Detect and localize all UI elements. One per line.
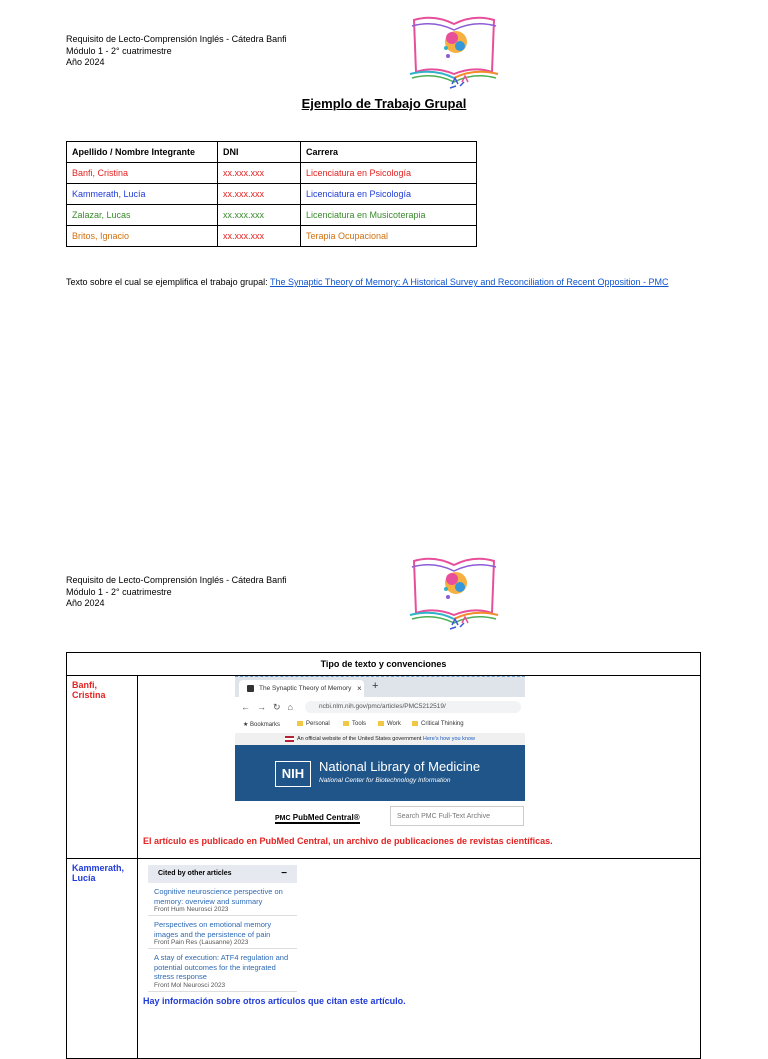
official-link: Here's how you know [422, 736, 475, 742]
member-dni: xx.xxx.xxx [218, 226, 301, 247]
intro-text: Texto sobre el cual se ejemplifica el trabajo grupal: [66, 277, 270, 287]
table-row [67, 226, 477, 247]
page-header [66, 575, 287, 610]
list-item [148, 949, 297, 992]
cite-source: Front Hum Neurosci 2023 [154, 906, 229, 913]
article-link[interactable]: The Synaptic Theory of Memory: A Historical Survey and Reconciliation of Recent Opposition - PMC [269, 277, 669, 287]
bookmark-folder: Work [378, 721, 401, 727]
cite-title: A stay of execution: ATF4 regulation and potential outcomes for the integrated stress response [154, 953, 289, 981]
header-line-3: Año 2024 [66, 57, 105, 67]
plus-icon: + [372, 680, 379, 692]
tab-title: The Synaptic Theory of Memory [259, 685, 352, 692]
cite-title: Perspectives on emotional memory images and the persistence of pain [154, 920, 272, 939]
member-career: Licenciatura en Musicoterapia [301, 205, 477, 226]
intro-paragraph [66, 276, 676, 288]
conventions-table [66, 652, 701, 1059]
bookmarks-bar [235, 717, 525, 733]
close-icon: × [357, 684, 362, 693]
pmc-logo: PMC PubMed Central® [275, 813, 360, 822]
us-flag-icon [285, 736, 294, 742]
favicon-icon [247, 685, 254, 692]
tab-bar [235, 676, 525, 697]
list-item [148, 916, 297, 949]
cited-panel [148, 865, 297, 992]
folder-icon [343, 721, 349, 726]
header-line-1: Requisito de Lecto-Comprensión Inglés - Cátedra Banfi [66, 34, 287, 44]
members-table [66, 141, 477, 247]
member-dni: xx.xxx.xxx [218, 184, 301, 205]
table-row [67, 184, 477, 205]
table-row [67, 859, 701, 1059]
bookmark-folder: Critical Thinking [412, 721, 464, 727]
member-name: Britos, Ignacio [67, 226, 218, 247]
folder-icon [412, 721, 418, 726]
bookmark-folder: Tools [343, 721, 366, 727]
bookmark-folder: Personal [297, 721, 330, 727]
address-bar [235, 697, 525, 717]
member-name: Kammerath, Lucía [67, 859, 138, 1059]
minus-icon: − [281, 868, 287, 879]
header-line-1: Requisito de Lecto-Comprensión Inglés - Cátedra Banfi [66, 575, 287, 585]
browser-screenshot [235, 676, 525, 831]
nlm-title: National Library of Medicine [319, 759, 481, 774]
conventions-header: Tipo de texto y convenciones [67, 653, 701, 676]
table-row [67, 163, 477, 184]
cite-source: Front Pain Res (Lausanne) 2023 [154, 939, 249, 946]
cited-heading: Cited by other articles − [148, 865, 297, 883]
column-header-dni: DNI [218, 142, 301, 163]
header-line-3: Año 2024 [66, 598, 105, 608]
member-dni: xx.xxx.xxx [218, 163, 301, 184]
folder-icon [297, 721, 303, 726]
nih-logo: NIH [275, 761, 311, 787]
bookmark-star-item: ★ Bookmarks [243, 722, 281, 728]
members-header-row [67, 142, 477, 163]
nav-icons: ←→↻⌂ [241, 702, 300, 712]
cite-title: Cognitive neuroscience perspective on memory: overview and summary [154, 887, 283, 906]
member-career: Terapia Ocupacional [301, 226, 477, 247]
nlm-banner [235, 745, 525, 801]
column-header-career: Carrera [301, 142, 477, 163]
content-cell [138, 676, 701, 859]
pmc-row [235, 801, 525, 831]
url-text: ncbi.nlm.nih.gov/pmc/articles/PMC5212519/ [319, 703, 446, 710]
member-name: Kammerath, Lucía [67, 184, 218, 205]
page-header [66, 34, 287, 69]
note-text: El artículo es publicado en PubMed Central, un archivo de publicaciones de revistas científicas. [143, 836, 553, 846]
column-header-name: Apellido / Nombre Integrante [67, 142, 218, 163]
url-box [305, 701, 521, 713]
member-career: Licenciatura en Psicología [301, 184, 477, 205]
pmc-search-box: Search PMC Full-Text Archive [390, 806, 524, 826]
book-logo-icon [404, 12, 504, 92]
table-row [67, 205, 477, 226]
folder-icon [378, 721, 384, 726]
header-line-2: Módulo 1 - 2° cuatrimestre [66, 45, 172, 56]
cite-source: Front Mol Neurosci 2023 [154, 981, 226, 989]
member-name: Banfi, Cristina [67, 163, 218, 184]
note-text: Hay información sobre otros artículos que citan este artículo. [143, 995, 406, 1006]
official-banner: An official website of the United States government Here's how you know [235, 733, 525, 745]
member-name: Zalazar, Lucas [67, 205, 218, 226]
member-career: Licenciatura en Psicología [301, 163, 477, 184]
nlm-subtitle: National Center for Biotechnology Information [319, 777, 451, 784]
member-name: Banfi, Cristina [67, 676, 138, 859]
header-line-2: Módulo 1 - 2° cuatrimestre [66, 586, 172, 597]
table-row [67, 676, 701, 859]
list-item [148, 883, 297, 916]
book-logo-icon [404, 553, 504, 633]
browser-tab [239, 680, 364, 697]
member-dni: xx.xxx.xxx [218, 205, 301, 226]
content-cell [138, 859, 701, 1059]
document-title: Ejemplo de Trabajo Grupal [301, 96, 467, 111]
